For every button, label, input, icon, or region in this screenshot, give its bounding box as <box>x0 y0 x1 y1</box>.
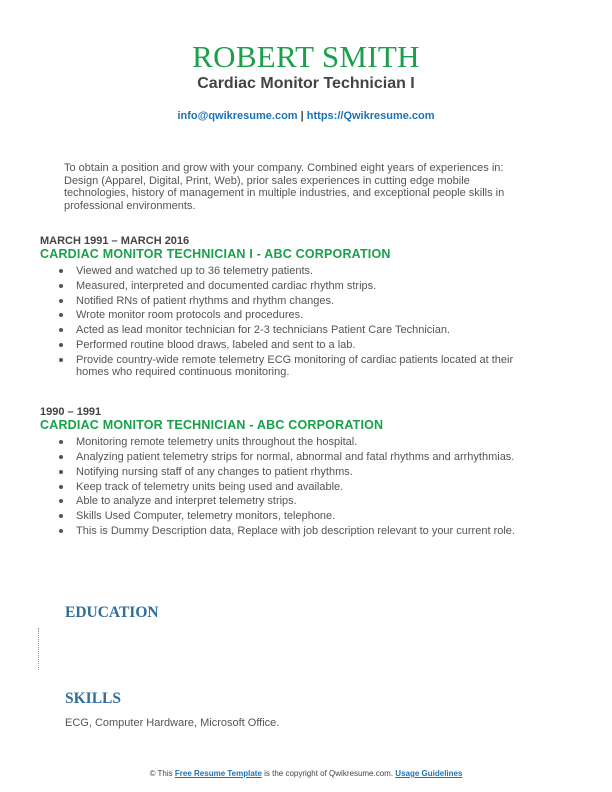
footer-copyright: is the copyright of Qwikresume.com. <box>264 769 394 778</box>
job-bullet: Keep track of telemetry units being used and available. <box>76 481 530 493</box>
job-bullet: Able to analyze and interpret telemetry strips. <box>76 495 530 507</box>
job-bullet: Notifying nursing staff of any changes to patient rhythms. <box>76 466 530 478</box>
summary-text: To obtain a position and grow with your company. Combined eight years of experiences in: Design (Apparel, Digital, Print, Web), prior sales experiences in cutting edge mobile technologies, history of management in multiple industries, and exceptional people skills in professional environments. <box>64 162 505 212</box>
job-bullet: Notified RNs of patient rhythms and rhythm changes. <box>76 295 530 307</box>
education-divider <box>38 628 39 670</box>
usage-guidelines-link[interactable]: Usage Guidelines <box>395 769 463 778</box>
skills-heading: SKILLS <box>65 690 122 707</box>
job-title: CARDIAC MONITOR TECHNICIAN I - ABC CORPORATION <box>40 247 391 262</box>
job-bullet: Wrote monitor room protocols and procedures. <box>76 309 530 321</box>
job-bullets <box>40 265 530 378</box>
experience-entry <box>40 235 530 378</box>
job-bullet: Measured, interpreted and documented cardiac rhythm strips. <box>76 280 530 292</box>
job-bullet: Acted as lead monitor technician for 2-3 technicians Patient Care Technician. <box>76 324 530 336</box>
candidate-name: ROBERT SMITH <box>192 39 420 74</box>
candidate-title: Cardiac Monitor Technician I <box>197 75 415 92</box>
education-heading: EDUCATION <box>65 604 159 621</box>
experience-entry <box>40 406 530 537</box>
free-resume-template-link[interactable]: Free Resume Template <box>174 769 262 778</box>
footer <box>0 769 612 778</box>
job-bullets <box>40 436 530 537</box>
job-bullet: Viewed and watched up to 36 telemetry patients. <box>76 265 530 277</box>
website-link[interactable]: https://Qwikresume.com <box>306 110 435 122</box>
job-bullet: Performed routine blood draws, labeled and sent to a lab. <box>76 339 530 351</box>
job-dates: 1990 – 1991 <box>40 406 102 419</box>
resume-header <box>0 0 612 122</box>
email-link[interactable]: info@qwikresume.com <box>177 110 298 122</box>
contact-separator: | <box>300 110 304 122</box>
job-bullet: Monitoring remote telemetry units throughout the hospital. <box>76 436 530 448</box>
job-bullet: This is Dummy Description data, Replace with job description relevant to your current role. <box>76 525 530 537</box>
job-title: CARDIAC MONITOR TECHNICIAN - ABC CORPORATION <box>40 418 384 433</box>
job-bullet: Analyzing patient telemetry strips for normal, abnormal and fatal rhythms and arrhythmias. <box>76 451 530 463</box>
job-bullet: Skills Used Computer, telemetry monitors, telephone. <box>76 510 530 522</box>
job-dates: MARCH 1991 – MARCH 2016 <box>40 235 190 248</box>
job-bullet: Provide country-wide remote telemetry ECG monitoring of cardiac patients located at their homes who required continuous monitoring. <box>76 354 530 379</box>
contact-line <box>0 110 612 122</box>
skills-text: ECG, Computer Hardware, Microsoft Office. <box>65 717 280 729</box>
footer-prefix: © This <box>149 769 173 778</box>
